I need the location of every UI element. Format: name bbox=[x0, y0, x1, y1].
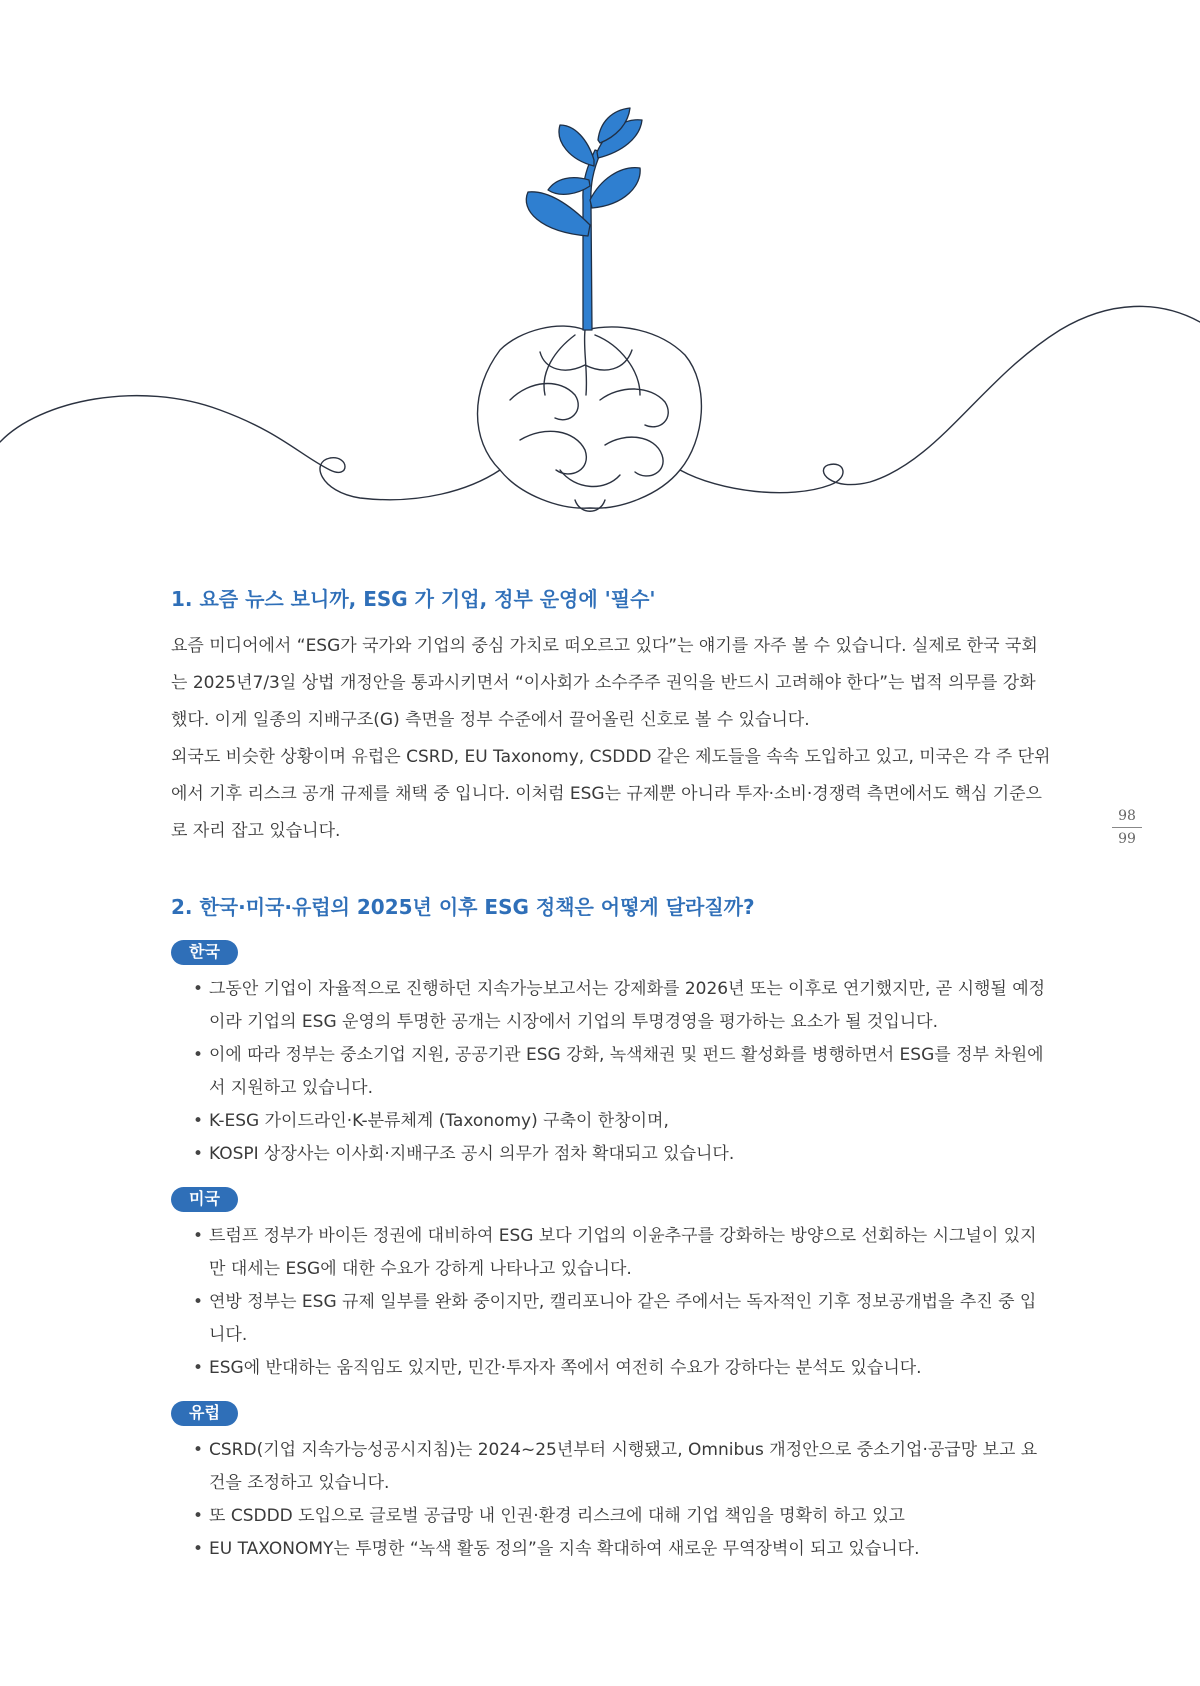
section-2 bbox=[171, 894, 1051, 1566]
flowing-line-left bbox=[0, 396, 500, 500]
list-item: • 그동안 기업이 자율적으로 진행하던 지속가능보고서는 강제화를 2026년 또는 이후로 연기했지만, 곧 시행될 예정이라 기업의 ESG 운영의 투명한 공개는 시장에서 기업의 투명경영을 평가하는 요소가 될 것입니다. bbox=[171, 973, 1051, 1039]
bullet-list-usa bbox=[171, 1220, 1051, 1385]
section-1 bbox=[171, 586, 1051, 850]
seedling-icon bbox=[526, 108, 642, 330]
list-item: • K-ESG 가이드라인·K-분류체계 (Taxonomy) 구축이 한창이며, bbox=[171, 1105, 1051, 1138]
page-number-left: 98 bbox=[1118, 808, 1136, 824]
page-number-divider bbox=[1112, 827, 1142, 828]
bullet-list-korea bbox=[171, 973, 1051, 1171]
list-item: • 연방 정부는 ESG 규제 일부를 완화 중이지만, 캘리포니아 같은 주에서는 독자적인 기후 정보공개법을 추진 중 입니다. bbox=[171, 1286, 1051, 1352]
group-usa bbox=[171, 1183, 1051, 1385]
list-item: • 이에 따라 정부는 중소기업 지원, 공공기관 ESG 강화, 녹색채권 및 펀드 활성화를 병행하면서 ESG를 정부 차원에서 지원하고 있습니다. bbox=[171, 1039, 1051, 1105]
group-korea bbox=[171, 936, 1051, 1171]
section-1-title: 1. 요즘 뉴스 보니까, ESG 가 기업, 정부 운영에 '필수' bbox=[171, 587, 656, 611]
seedling-in-hands-illustration bbox=[0, 0, 1200, 540]
badge-usa: 미국 bbox=[171, 1187, 238, 1212]
paragraph: 외국도 비슷한 상황이며 유럽은 CSRD, EU Taxonomy, CSDDD 같은 제도들을 속속 도입하고 있고, 미국은 각 주 단위에서 기후 리스크 공개 규제를 채택 중 입니다. 이처럼 ESG는 규제뿐 아니라 투자·소비·경쟁력 측면에서도 핵심 기준으로 자리 잡고 있습니다. bbox=[171, 747, 1051, 841]
flowing-line-right bbox=[680, 306, 1200, 492]
bullet-list-europe bbox=[171, 1434, 1051, 1566]
paragraph: 요즘 미디어에서 “ESG가 국가와 기업의 중심 가치로 떠오르고 있다”는 얘기를 자주 볼 수 있습니다. 실제로 한국 국회는 2025년7/3일 상법 개정안을 통과시키면서 “이사회가 소수주주 권익을 반드시 고려해야 한다”는 법적 의무를 강화했다. 이게 일종의 지배구조(G) 측면을 정부 수준에서 끌어올린 신호로 볼 수 있습니다. bbox=[171, 636, 1038, 730]
badge-europe: 유럽 bbox=[171, 1401, 238, 1426]
badge-korea: 한국 bbox=[171, 940, 238, 965]
page-number-right: 99 bbox=[1118, 831, 1136, 847]
list-item: • EU TAXONOMY는 투명한 “녹색 활동 정의”을 지속 확대하여 새로운 무역장벽이 되고 있습니다. bbox=[171, 1533, 1051, 1566]
list-item: • 트럼프 정부가 바이든 정권에 대비하여 ESG 보다 기업의 이윤추구를 강화하는 방양으로 선회하는 시그널이 있지만 대세는 ESG에 대한 수요가 강하게 나타나고 있습니다. bbox=[171, 1220, 1051, 1286]
page-number bbox=[1112, 808, 1142, 847]
list-item: • KOSPI 상장사는 이사회·지배구조 공시 의무가 점차 확대되고 있습니다. bbox=[171, 1138, 1051, 1171]
main-content bbox=[171, 586, 1051, 1578]
list-item: • 또 CSDDD 도입으로 글로벌 공급망 내 인권·환경 리스크에 대해 기업 책임을 명확히 하고 있고 bbox=[171, 1500, 1051, 1533]
list-item: • ESG에 반대하는 움직임도 있지만, 민간·투자자 쪽에서 여전히 수요가 강하다는 분석도 있습니다. bbox=[171, 1352, 1051, 1385]
list-item: • CSRD(기업 지속가능성공시지침)는 2024~25년부터 시행됐고, Omnibus 개정안으로 중소기업·공급망 보고 요건을 조정하고 있습니다. bbox=[171, 1434, 1051, 1500]
section-1-body bbox=[171, 628, 1051, 850]
section-2-title: 2. 한국·미국·유럽의 2025년 이후 ESG 정책은 어떻게 달라질까? bbox=[171, 895, 755, 919]
group-europe bbox=[171, 1397, 1051, 1566]
